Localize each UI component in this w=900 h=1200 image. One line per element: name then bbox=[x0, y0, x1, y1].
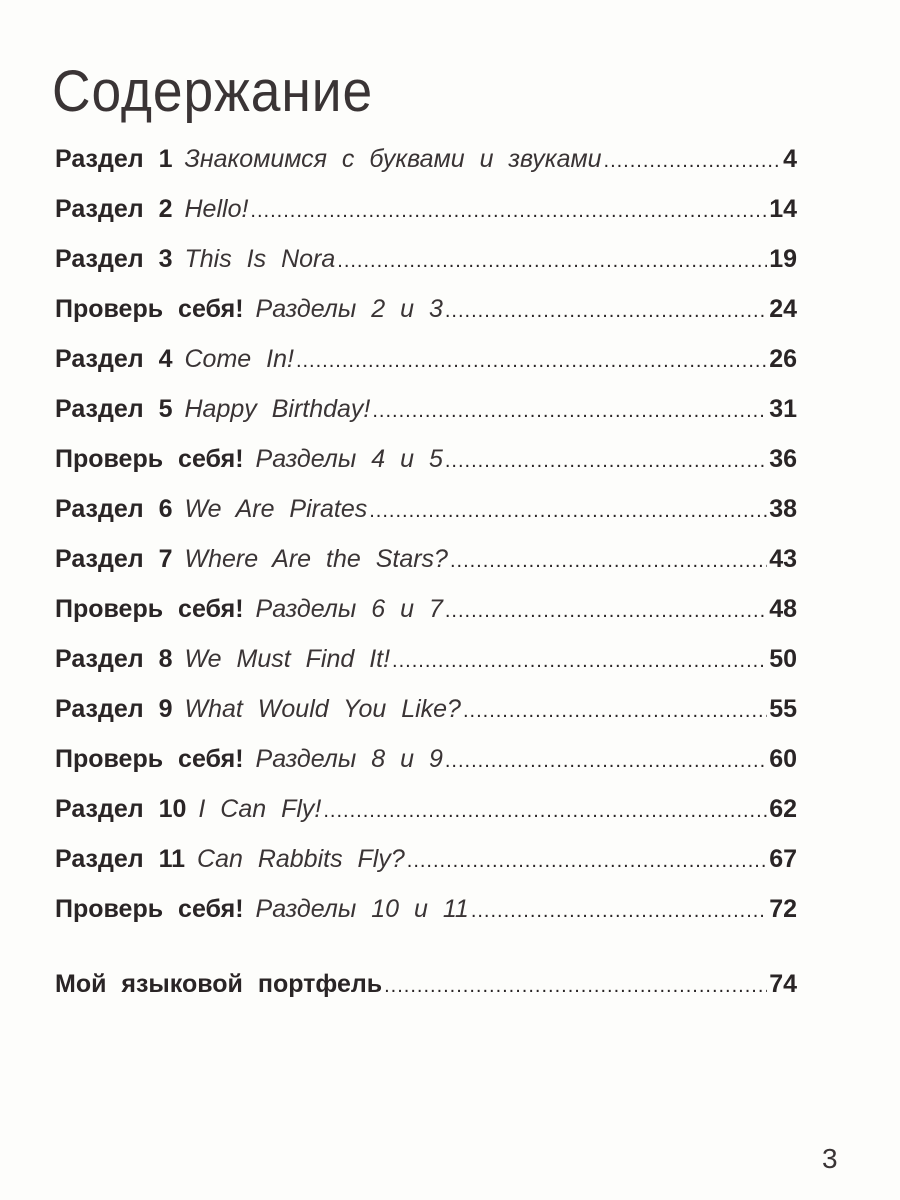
toc-entry[interactable] bbox=[55, 695, 797, 745]
toc-entry[interactable] bbox=[55, 395, 797, 445]
entry-title: This Is Nora bbox=[184, 245, 336, 273]
entry-title: Happy Birthday! bbox=[184, 395, 371, 423]
entry-page: 38 bbox=[769, 495, 797, 523]
toc-entry[interactable] bbox=[55, 795, 797, 845]
entry-page: 14 bbox=[769, 195, 797, 223]
toc-entry[interactable] bbox=[55, 645, 797, 695]
dot-leader bbox=[369, 500, 767, 523]
page-number: 3 bbox=[822, 1143, 838, 1174]
entry-page: 72 bbox=[769, 895, 797, 923]
toc-entry[interactable] bbox=[55, 295, 797, 345]
entry-title: What Would You Like? bbox=[184, 695, 461, 723]
dot-leader bbox=[250, 200, 767, 223]
entry-label: Раздел 9 bbox=[55, 695, 173, 723]
entry-label: Проверь себя! bbox=[55, 445, 244, 473]
toc-entry[interactable] bbox=[55, 245, 797, 295]
entry-label: Проверь себя! bbox=[55, 745, 244, 773]
entry-page: 4 bbox=[783, 145, 797, 173]
entry-page: 74 bbox=[769, 970, 797, 998]
dot-leader bbox=[392, 650, 767, 673]
entry-title: Hello! bbox=[184, 195, 249, 223]
toc-entry[interactable] bbox=[55, 345, 797, 395]
entry-label: Раздел 4 bbox=[55, 345, 173, 373]
entry-label: Раздел 2 bbox=[55, 195, 173, 223]
entry-page: 48 bbox=[769, 595, 797, 623]
entry-title: Разделы 10 и 11 bbox=[255, 895, 469, 923]
entry-label: Мой языковой портфель bbox=[55, 970, 383, 998]
entry-page: 50 bbox=[769, 645, 797, 673]
entry-page: 62 bbox=[769, 795, 797, 823]
entry-page: 43 bbox=[769, 545, 797, 573]
toc-entry[interactable] bbox=[55, 845, 797, 895]
entry-page: 19 bbox=[769, 245, 797, 273]
entry-label: Раздел 7 bbox=[55, 545, 173, 573]
entry-page: 26 bbox=[769, 345, 797, 373]
entry-label: Раздел 6 bbox=[55, 495, 173, 523]
entry-title: Can Rabbits Fly? bbox=[197, 845, 405, 873]
dot-leader bbox=[337, 250, 767, 273]
entry-page: 31 bbox=[769, 395, 797, 423]
dot-leader bbox=[296, 350, 767, 373]
dot-leader bbox=[471, 900, 767, 923]
entry-page: 24 bbox=[769, 295, 797, 323]
entry-title: Знакомимся с буквами и звуками bbox=[184, 145, 602, 173]
entry-title: Where Are the Stars? bbox=[184, 545, 448, 573]
entry-title: I Can Fly! bbox=[198, 795, 322, 823]
toc-entry[interactable] bbox=[55, 445, 797, 495]
entry-title: Разделы 6 и 7 bbox=[255, 595, 443, 623]
toc-entry[interactable] bbox=[55, 145, 797, 195]
entry-label: Раздел 10 bbox=[55, 795, 187, 823]
page-title: Содержание bbox=[52, 59, 374, 124]
entry-title: Разделы 2 и 3 bbox=[255, 295, 443, 323]
entry-label: Проверь себя! bbox=[55, 295, 244, 323]
dot-leader bbox=[445, 450, 767, 473]
dot-leader bbox=[445, 750, 767, 773]
toc-entry-portfolio[interactable] bbox=[55, 970, 797, 1020]
dot-leader bbox=[407, 850, 767, 873]
entry-title: Разделы 4 и 5 bbox=[255, 445, 443, 473]
toc-entry[interactable] bbox=[55, 595, 797, 645]
dot-leader bbox=[604, 150, 782, 173]
entry-page: 36 bbox=[769, 445, 797, 473]
entry-label: Раздел 3 bbox=[55, 245, 173, 273]
dot-leader bbox=[445, 300, 767, 323]
dot-leader bbox=[450, 550, 767, 573]
toc-entry[interactable] bbox=[55, 195, 797, 245]
entry-title: We Are Pirates bbox=[184, 495, 368, 523]
entry-label: Раздел 1 bbox=[55, 145, 173, 173]
toc-entry[interactable] bbox=[55, 495, 797, 545]
entry-label: Проверь себя! bbox=[55, 595, 244, 623]
entry-title: We Must Find It! bbox=[184, 645, 391, 673]
dot-leader bbox=[463, 700, 767, 723]
entry-page: 60 bbox=[769, 745, 797, 773]
dot-leader bbox=[445, 600, 767, 623]
dot-leader bbox=[323, 800, 767, 823]
entry-page: 67 bbox=[769, 845, 797, 873]
toc-entry[interactable] bbox=[55, 545, 797, 595]
entry-title: Разделы 8 и 9 bbox=[255, 745, 443, 773]
entry-label: Раздел 8 bbox=[55, 645, 173, 673]
toc-entry[interactable] bbox=[55, 745, 797, 795]
entry-label: Раздел 11 bbox=[55, 845, 186, 873]
dot-leader bbox=[372, 400, 767, 423]
entry-label: Проверь себя! bbox=[55, 895, 244, 923]
entry-page: 55 bbox=[769, 695, 797, 723]
table-of-contents bbox=[55, 145, 797, 1020]
dot-leader bbox=[384, 975, 767, 998]
entry-title: Come In! bbox=[184, 345, 294, 373]
toc-entry[interactable] bbox=[55, 895, 797, 945]
entry-label: Раздел 5 bbox=[55, 395, 173, 423]
